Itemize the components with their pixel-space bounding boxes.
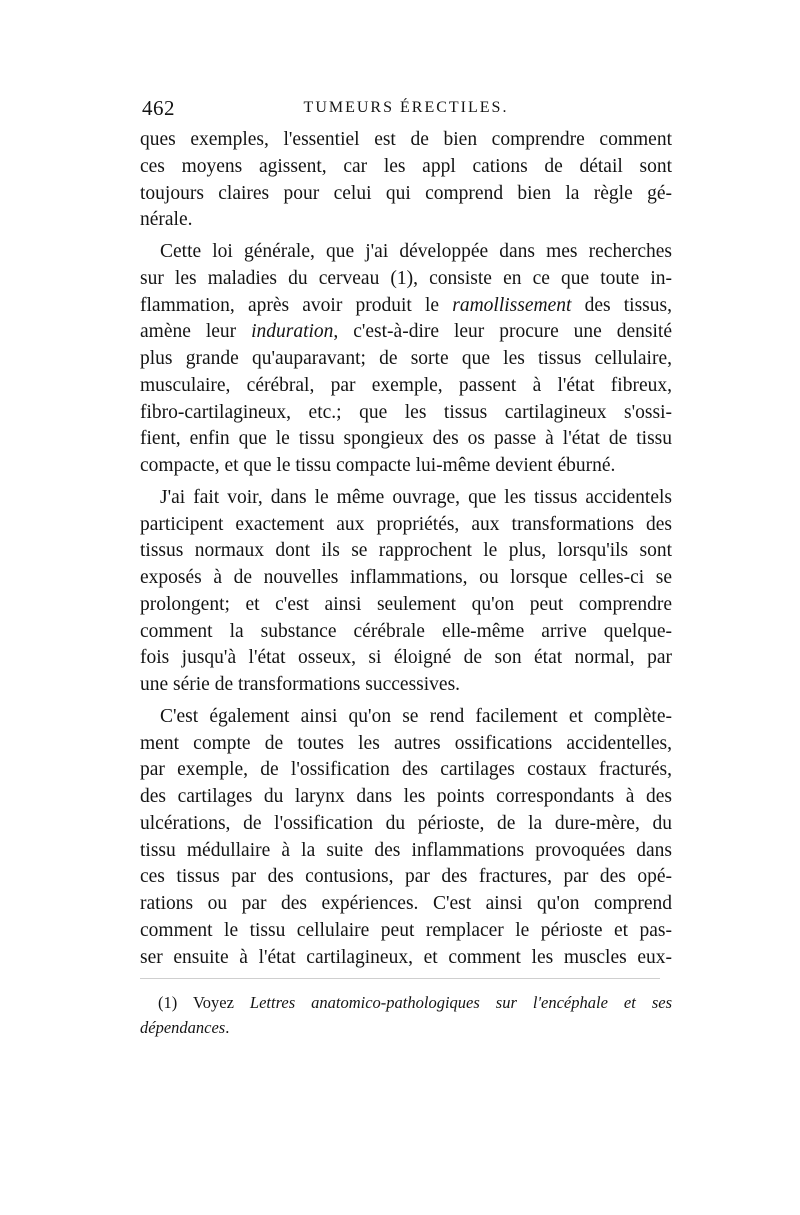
footnote-period: . [225,1018,230,1037]
paragraph [140,704,672,972]
text-line: amène leur induration, c'est-à-dire leur procure une densité [140,321,673,343]
footnote [140,990,672,1040]
text-line: fient, enfin que le tissu spongieux des os passe à l'état de tissu [140,428,672,450]
page-header [140,96,672,126]
text-line: C'est également ainsi qu'on se rend facilement et complète- [160,705,672,727]
text-line: une série de transformations successives. [140,674,461,695]
footnote-line [140,990,672,1015]
running-title: TUMEURS ÉRECTILES. [303,99,509,116]
text-line: J'ai fait voir, dans le même ouvrage, que les tissus accidentels [160,486,672,508]
text-line: sur les maladies du cerveau (1), consiste en ce que toute in- [140,267,672,289]
text-line: par exemple, de l'ossification des cartilages costaux fracturés, [140,759,672,781]
text-line: plus grande qu'auparavant; de sorte que les tissus cellulaire, [140,348,672,369]
text-line: ces moyens agissent, car les appl cations de détail sont [140,155,672,177]
text-line: ser ensuite à l'état cartilagineux, et comment les muscles eux- [140,946,672,968]
footnote-marker: (1) Voyez [158,993,234,1012]
footnote-divider [140,978,660,979]
text-line: comment la substance cérébrale elle-même arrive quelque- [140,620,672,642]
text-line: fois jusqu'à l'état osseux, si éloigné de son état normal, par [140,647,672,669]
text-line: fibro-cartilagineux, etc.; que les tissus cartilagineux s'ossi- [140,401,672,423]
text-line: flammation, après avoir produit le ramollissement des tissus, [140,294,672,316]
text-line: ces tissus par des contusions, par des fractures, par des opé- [140,866,672,888]
text-line: des cartilages du larynx dans les points correspondants à des [140,786,672,807]
footnote-line [140,1015,672,1040]
paragraph [140,485,672,699]
text-line: ment compte de toutes les autres ossifications accidentelles, [140,732,672,754]
paragraph [140,127,672,234]
footnote-title-continued: dépendances [140,1018,226,1037]
paragraph [140,239,672,480]
text-line: ulcérations, de l'ossification du périoste, de la dure-mère, du [140,812,672,834]
body-text [140,127,672,971]
text-line: nérale. [140,209,193,231]
text-line: Cette loi générale, que j'ai développée dans mes recherches [160,241,672,262]
text-line: ques exemples, l'essentiel est de bien comprendre comment [140,129,672,150]
text-line: rations ou par des expériences. C'est ainsi qu'on comprend [140,893,672,914]
text-line: comment le tissu cellulaire peut remplacer le périoste et pas- [140,919,672,941]
text-line: exposés à de nouvelles inflammations, ou lorsque celles-ci se [140,567,672,588]
text-line: musculaire, cérébral, par exemple, passent à l'état fibreux, [140,374,672,396]
page-number: 462 [142,96,175,120]
text-line: tissus normaux dont ils se rapprochent le plus, lorsqu'ils sont [140,540,672,562]
text-line: tissu médullaire à la suite des inflammations provoquées dans [140,839,672,861]
italic-term: induration [251,321,334,343]
text-line: toujours claires pour celui qui comprend bien la règle gé- [140,182,672,204]
text-line: prolongent; et c'est ainsi seulement qu'on peut comprendre [140,593,672,615]
text-line: participent exactement aux propriétés, aux transformations des [140,513,672,535]
text-line: compacte, et que le tissu compacte lui-même devient éburné. [140,455,616,476]
italic-term: ramollissement [452,294,572,316]
footnote-title: Lettres anatomico-pathologiques sur l'encéphale et ses [249,993,672,1012]
